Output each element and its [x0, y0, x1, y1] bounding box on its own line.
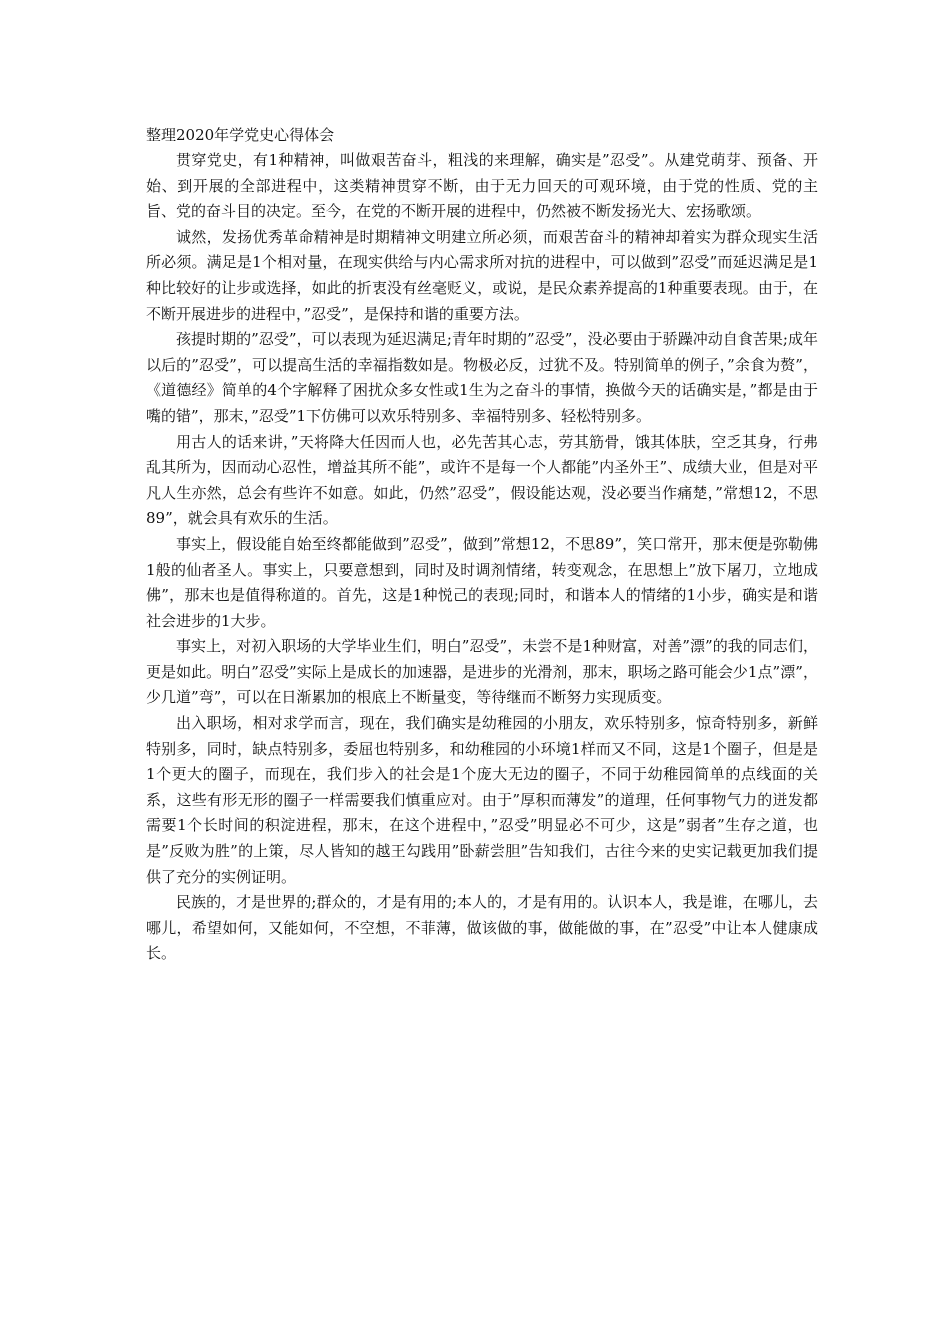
paragraph-3: 孩提时期的”忍受”，可以表现为延迟满足;青年时期的”忍受”，没必要由于骄躁冲动自食苦果;成年以后的”忍受”，可以提高生活的幸福指数如是。物极必反，过犹不及。特别简单的例子，”余食为赘”，《道德经》简单的4个字解释了困扰众多女性或1生为之奋斗的事情，换做今天的话确实是，”都是由于嘴的错”，那末，”忍受”1下仿佛可以欢乐特别多、幸福特别多、轻松特别多。 — [146, 330, 818, 425]
paragraph-8: 民族的，才是世界的;群众的，才是有用的;本人的，才是有用的。认识本人，我是谁，在哪儿，去哪儿，希望如何，又能如何，不空想，不菲薄，做该做的事，做能做的事，在”忍受”中让本人健康成长。 — [146, 893, 818, 963]
paragraph-7: 出入职场，相对求学而言，现在，我们确实是幼稚园的小朋友，欢乐特别多，惊奇特别多，新鲜特别多，同时，缺点特别多，委屈也特别多，和幼稚园的小环境1样而又不同，这是1个圈子，但是是1个更大的圈子，而现在，我们步入的社会是1个庞大无边的圈子，不同于幼稚园简单的点线面的关系，这些有形无形的圈子一样需要我们慎重应对。由于”厚积而薄发”的道理，任何事物气力的迸发都需要1个长时间的积淀进程，那末，在这个进程中，”忍受”明显必不可少，这是”弱者”生存之道，也是”反败为胜”的上策，尽人皆知的越王勾践用”卧薪尝胆”告知我们，古往今来的史实记载更加我们提供了充分的实例证明。 — [146, 714, 818, 886]
paragraph-5: 事实上，假设能自始至终都能做到”忍受”，做到”常想12，不思89”，笑口常开，那末便是弥勒佛1般的仙者圣人。事实上，只要意想到，同时及时调剂情绪，转变观念，在思想上”放下屠刀，立地成佛”，那末也是值得称道的。首先，这是1种悦己的表现;同时，和谐本人的情绪的1小步，确实是和谐社会进步的1大步。 — [146, 534, 818, 630]
paragraph-4: 用古人的话来讲，”天将降大任因而人也，必先苦其心志，劳其筋骨，饿其体肤，空乏其身，行弗乱其所为，因而动心忍性，增益其所不能”，或许不是每一个人都能”内圣外王”、成绩大业，但是对平凡人生亦然，总会有些许不如意。如此，仍然”忍受”，假设能达观，没必要当作痛楚，”常想12，不思89”，就会具有欢乐的生活。 — [146, 432, 818, 528]
paragraph-2: 诚然，发扬优秀革命精神是时期精神文明建立所必须，而艰苦奋斗的精神却着实为群众现实生活所必须。满足是1个相对量，在现实供给与内心需求所对抗的进程中，可以做到”忍受”而延迟满足是1种比较好的让步或选择，如此的折衷没有丝毫贬义，或说，是民众素养提高的1种重要表现。由于，在不断开展进步的进程中，”忍受”，是保持和谐的重要方法。 — [146, 227, 818, 323]
paragraph-1: 贯穿党史，有1种精神，叫做艰苦奋斗，粗浅的来理解，确实是”忍受”。从建党萌芽、预备、开始、到开展的全部进程中，这类精神贯穿不断，由于无力回天的可观环境，由于党的性质、党的主旨、党的奋斗目的决定。至今，在党的不断开展的进程中，仍然被不断发扬光大、宏扬歌颂。 — [146, 151, 818, 221]
document-page — [146, 122, 818, 967]
document-title: 整理2020年学党史心得体会 — [146, 126, 335, 144]
paragraph-6: 事实上，对初入职场的大学毕业生们，明白”忍受”，未尝不是1种财富，对善”漂”的我的同志们，更是如此。明白”忍受”实际上是成长的加速器，是进步的光滑剂，那末，职场之路可能会少1点”漂”，少几道”弯”，可以在日渐累加的根底上不断量变，等待继而不断努力实现质变。 — [146, 637, 818, 707]
